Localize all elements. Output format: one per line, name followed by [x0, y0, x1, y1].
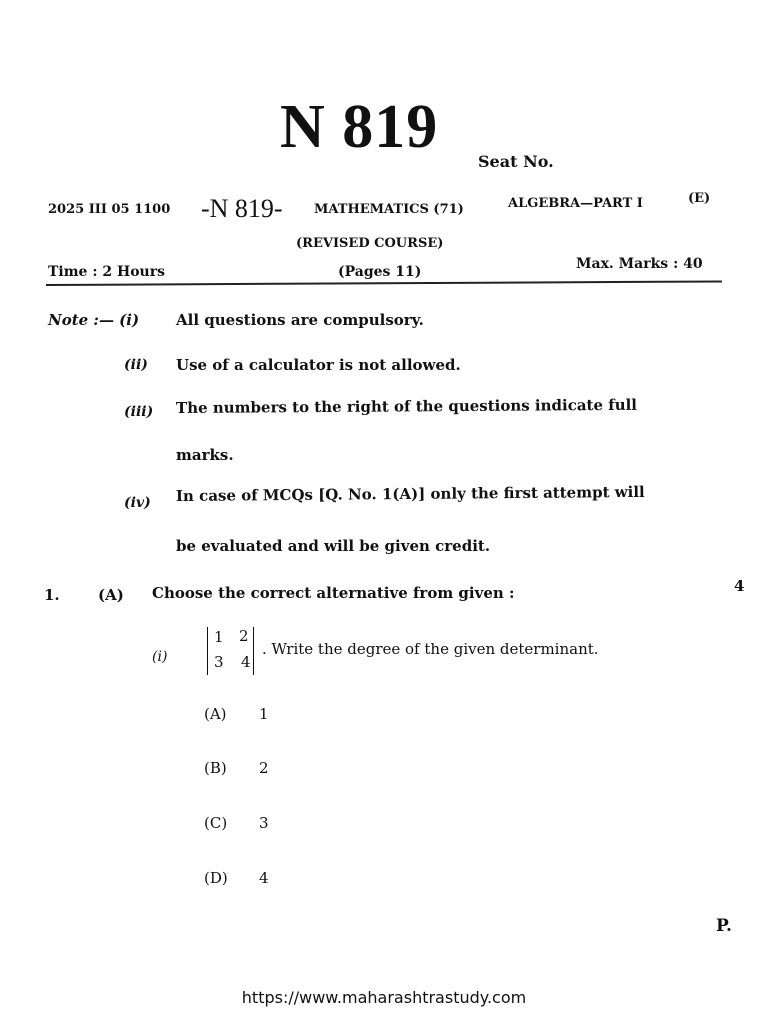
- option-value-a: 1: [259, 705, 269, 723]
- question-marks: 4: [734, 577, 745, 595]
- determinant-cell: 2: [239, 627, 249, 645]
- paper-title: N 819: [280, 93, 439, 161]
- language-code: (E): [688, 191, 711, 206]
- option-label-a: (A): [204, 705, 227, 723]
- max-marks-label: Max. Marks : 40: [576, 256, 703, 272]
- determinant: [205, 627, 257, 675]
- note-item-3: The numbers to the right of the questions indicate full: [175, 395, 638, 417]
- question-statement: . Write the degree of the given determinant.: [262, 640, 599, 658]
- course-label: (REVISED COURSE): [296, 236, 444, 251]
- determinant-bar-left: [207, 627, 208, 675]
- sub-question-label: (i): [152, 649, 168, 665]
- note-item-4: In case of MCQs [Q. No. 1(A)] only the first attempt will: [175, 482, 645, 505]
- note-label: Note :— (i): [48, 311, 140, 329]
- option-label-d: (D): [204, 869, 228, 887]
- time-label: Time : 2 Hours: [48, 264, 165, 280]
- subject-part: ALGEBRA—PART I: [508, 196, 643, 211]
- determinant-cell: 3: [214, 653, 224, 671]
- question-heading: Choose the correct alternative from given :: [152, 584, 515, 602]
- option-value-d: 4: [259, 869, 269, 887]
- note-item-1: All questions are compulsory.: [176, 311, 424, 329]
- option-value-b: 2: [259, 759, 269, 777]
- header-divider: [46, 280, 722, 286]
- note-item-2: Use of a calculator is not allowed.: [176, 356, 461, 374]
- question-number: 1.: [44, 586, 60, 604]
- determinant-bar-right: [253, 627, 254, 675]
- option-value-c: 3: [259, 814, 269, 832]
- option-label-c: (C): [204, 814, 228, 832]
- exam-code: 2025 III 05 1100: [48, 202, 171, 217]
- paper-code: -N 819-: [201, 194, 283, 223]
- footer-url: https://www.maharashtrastudy.com: [241, 988, 527, 1007]
- pages-label: (Pages 11): [338, 264, 422, 280]
- determinant-cell: 1: [214, 628, 224, 646]
- page-turn-mark: P.: [716, 916, 732, 936]
- option-label-b: (B): [204, 759, 227, 777]
- note-item-number: (ii): [124, 357, 148, 373]
- determinant-cell: 4: [241, 653, 251, 671]
- seat-number-label: Seat No.: [478, 152, 554, 171]
- note-item-4-cont: be evaluated and will be given credit.: [176, 537, 491, 555]
- note-item-number: (iii): [124, 404, 154, 420]
- question-part: (A): [98, 586, 124, 604]
- note-item-3-cont: marks.: [176, 446, 234, 464]
- note-item-number: (iv): [124, 495, 151, 511]
- subject-name: MATHEMATICS (71): [314, 202, 464, 217]
